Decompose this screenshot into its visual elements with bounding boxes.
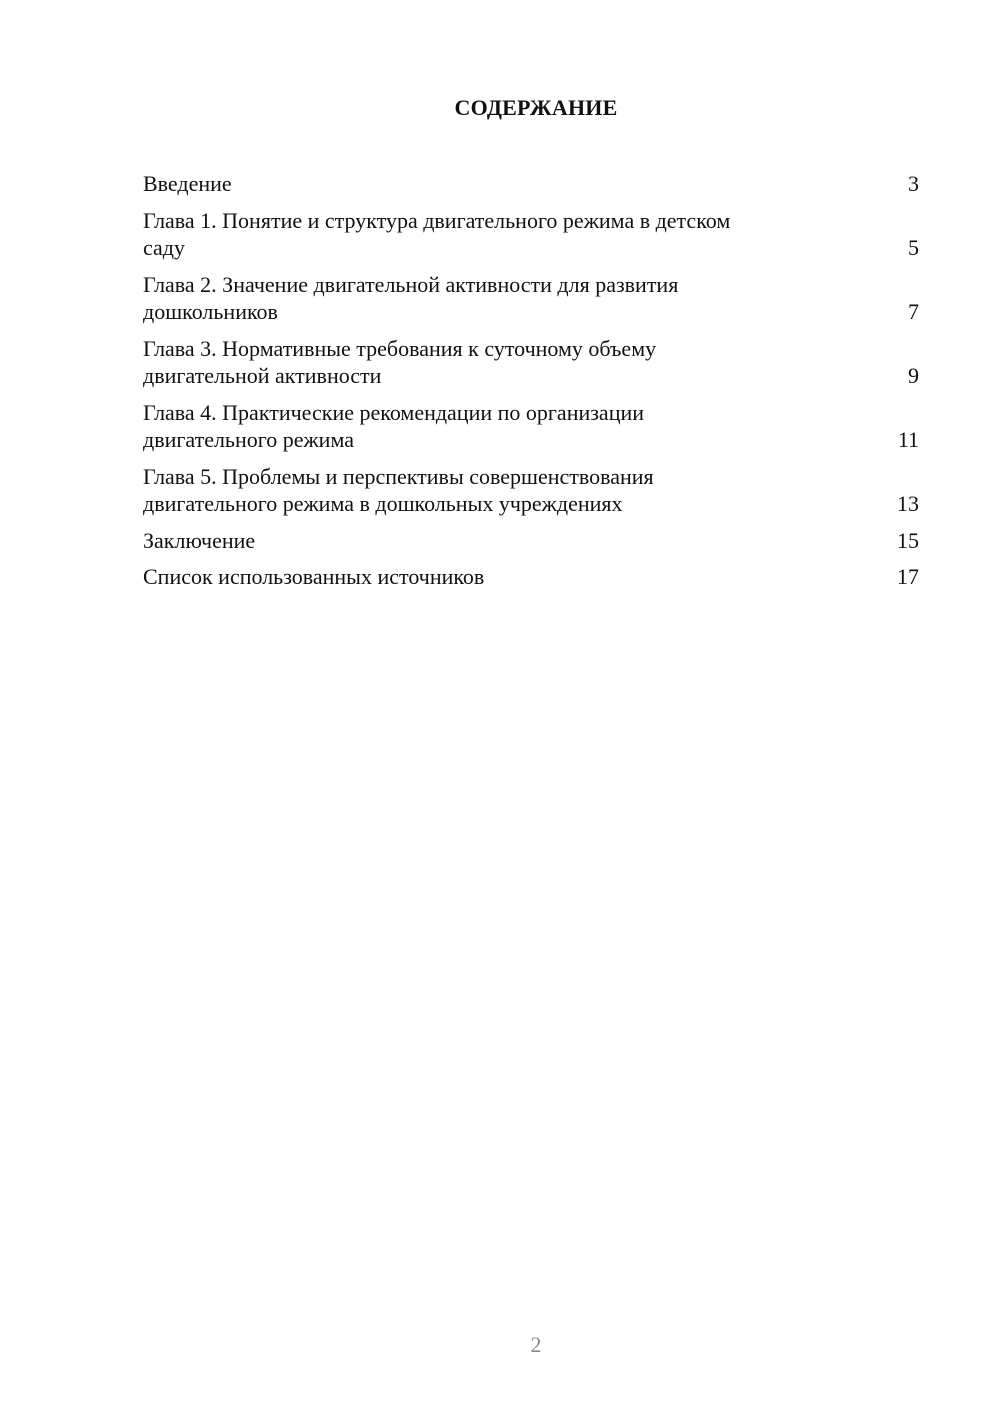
- toc-entry-title: [143, 399, 833, 454]
- toc-entry: [143, 207, 919, 262]
- toc-entry: [143, 335, 919, 390]
- toc-entry-page: 5: [908, 235, 919, 260]
- toc-entry: [143, 271, 919, 326]
- toc-entry-title: [143, 527, 833, 555]
- toc-entry-title: [143, 207, 833, 262]
- toc-entry: [143, 399, 919, 454]
- toc-entry-line: саду: [143, 235, 185, 260]
- toc-entry-title: [143, 170, 833, 198]
- toc-entry-line: Введение: [143, 171, 232, 196]
- table-of-contents: [143, 170, 919, 600]
- toc-entry-line: Глава 1. Понятие и структура двигательного режима в детском: [143, 207, 731, 233]
- toc-entry: [143, 527, 919, 555]
- toc-entry-page: 9: [908, 363, 919, 388]
- toc-entry-title: [143, 563, 833, 591]
- page-number: 2: [530, 1332, 542, 1357]
- toc-entry-line: Заключение: [143, 527, 256, 553]
- toc-entry: [143, 170, 919, 198]
- toc-entry-title: [143, 463, 833, 518]
- toc-entry-title: [143, 335, 833, 390]
- page-title: СОДЕРЖАНИЕ: [454, 95, 618, 120]
- toc-entry-page: 7: [908, 299, 919, 324]
- toc-entry-line: Глава 2. Значение двигательной активности для развития: [143, 271, 679, 297]
- toc-entry: [143, 463, 919, 518]
- toc-entry-line: двигательной активности: [143, 363, 382, 388]
- toc-entry-page: 11: [897, 427, 919, 452]
- toc-entry-page: 15: [897, 527, 919, 553]
- toc-entry-line: Глава 5. Проблемы и перспективы совершенствования: [143, 463, 654, 489]
- toc-entry-line: Глава 3. Нормативные требования к суточному объему: [143, 335, 657, 361]
- toc-entry-line: Глава 4. Практические рекомендации по организации: [143, 399, 645, 425]
- toc-entry-page: 13: [897, 491, 919, 516]
- toc-entry-page: 17: [897, 564, 919, 589]
- toc-entry-line: двигательного режима в дошкольных учреждениях: [143, 491, 623, 516]
- toc-entry-line: двигательного режима: [143, 427, 354, 452]
- toc-entry-line: Список использованных источников: [143, 564, 485, 589]
- toc-entry-line: дошкольников: [143, 299, 278, 324]
- toc-entry-title: [143, 271, 833, 326]
- toc-entry: [143, 563, 919, 591]
- toc-entry-page: 3: [908, 171, 919, 196]
